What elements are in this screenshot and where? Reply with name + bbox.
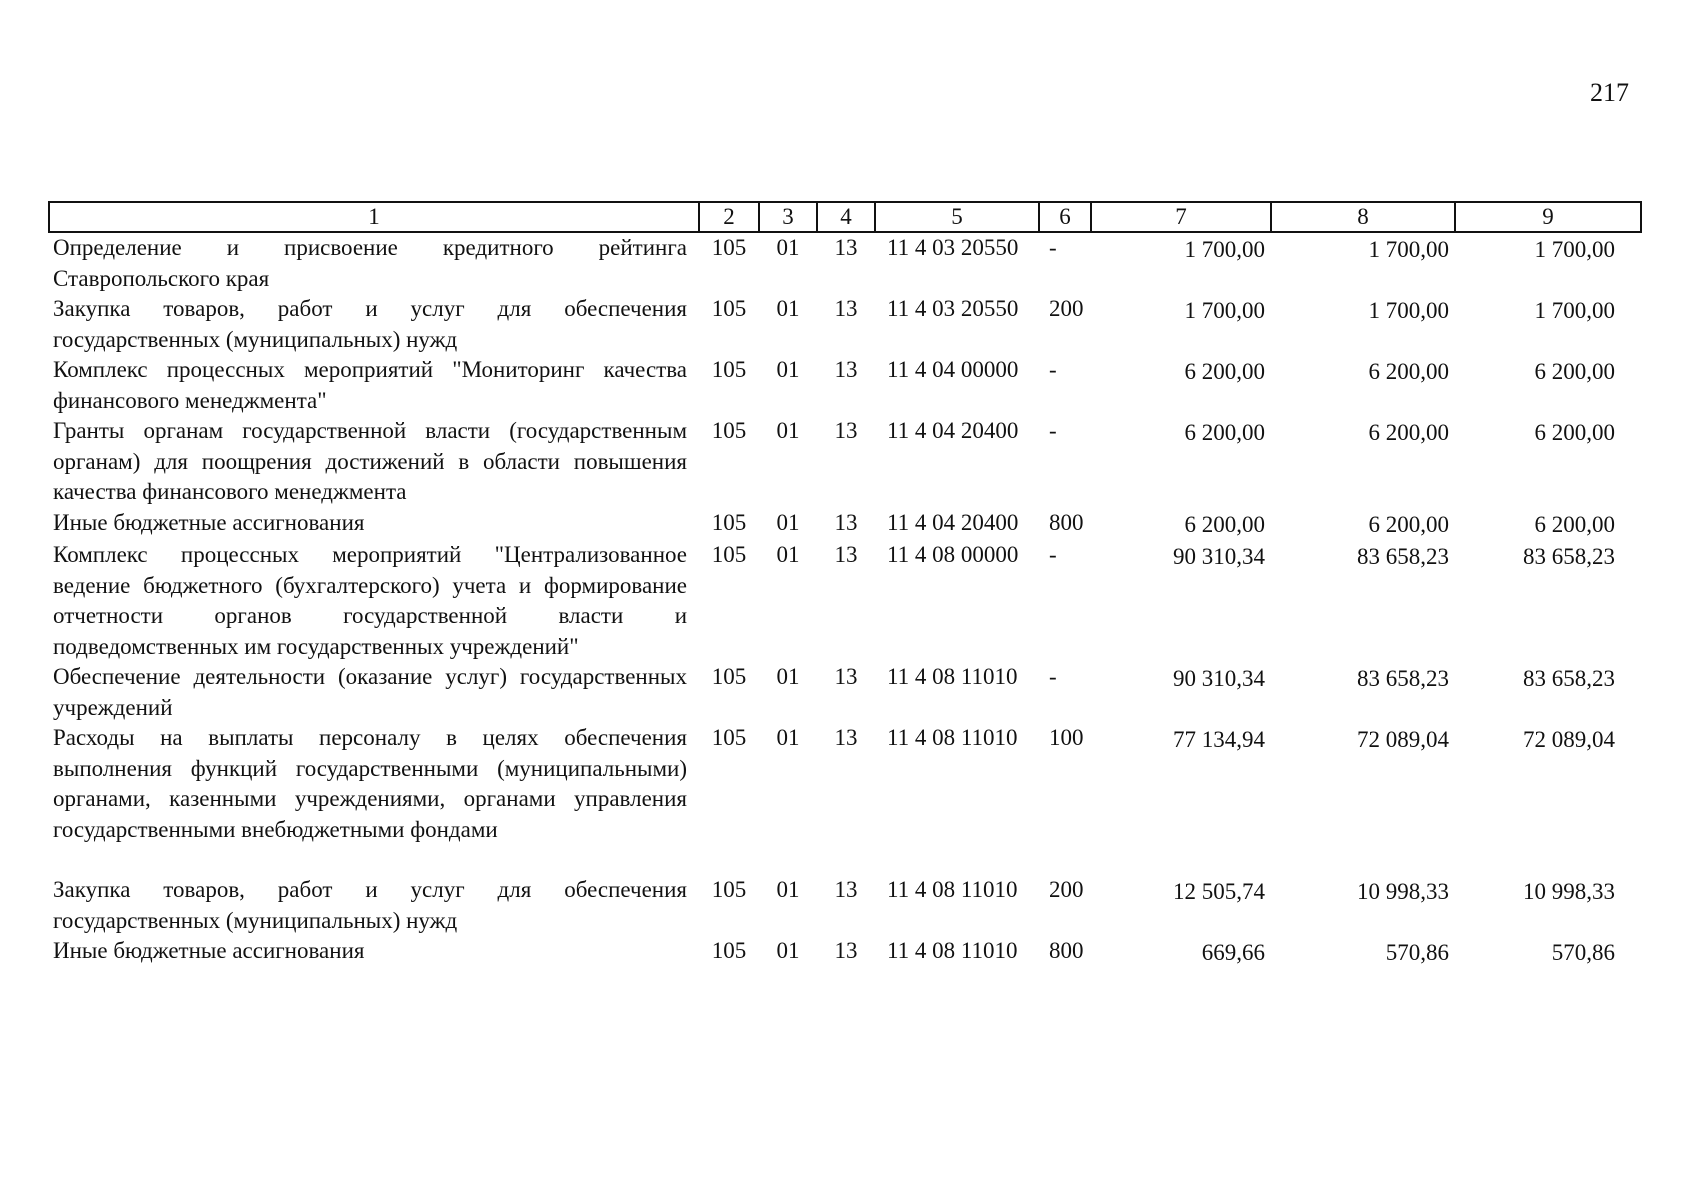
row-amount-9-value: 6 200,00: [1534, 420, 1615, 445]
row-grbs: 105: [711, 877, 747, 902]
row-amount-8-value: 10 998,33: [1357, 879, 1449, 904]
row-amount-7: [1091, 508, 1271, 541]
row-amount-7-value: 90 310,34: [1173, 666, 1265, 691]
row-section: 01: [776, 296, 800, 321]
row-amount-7: [1091, 875, 1271, 936]
row-grbs: 105: [711, 235, 747, 260]
row-subsection: 13: [834, 357, 858, 382]
row-amount-8: [1271, 294, 1455, 355]
row-amount-8-value: 1 700,00: [1368, 298, 1449, 323]
row-expense-type: -: [1049, 235, 1057, 260]
row-amount-8: [1271, 540, 1455, 662]
row-amount-8-value: 570,86: [1385, 940, 1449, 965]
row-amount-8-value: 83 658,23: [1357, 544, 1449, 569]
row-grbs: 105: [711, 725, 747, 750]
row-amount-8-value: 1 700,00: [1368, 237, 1449, 262]
row-expense-type: -: [1049, 542, 1057, 567]
row-amount-9-value: 6 200,00: [1534, 511, 1615, 537]
row-amount-8-value: 72 089,04: [1357, 727, 1449, 752]
row-expense-type: -: [1049, 664, 1057, 689]
table-row: [49, 723, 1641, 845]
budget-table: [48, 201, 1642, 969]
row-spacer: [49, 845, 1641, 875]
row-subsection: 13: [834, 725, 858, 750]
table-row: [49, 232, 1641, 294]
row-target-article: 11 4 08 11010: [887, 664, 1018, 689]
row-amount-7-value: 1 700,00: [1184, 298, 1265, 323]
table-row: [49, 936, 1641, 969]
row-amount-9-value: 72 089,04: [1523, 727, 1615, 752]
row-name: Гранты органам государственной власти (государственным органам) для поощрения достижений в области повышения качества финансового менеджмента: [53, 418, 687, 504]
spacer-cell: [49, 845, 1641, 875]
column-header: 7: [1091, 202, 1271, 232]
column-header: 2: [699, 202, 759, 232]
column-header: 8: [1271, 202, 1455, 232]
row-section: 01: [776, 725, 800, 750]
row-amount-8-value: 6 200,00: [1368, 420, 1449, 445]
row-amount-7-value: 77 134,94: [1173, 727, 1265, 752]
row-section: 01: [776, 938, 800, 963]
table-row: [49, 540, 1641, 662]
row-target-article: 11 4 08 00000: [887, 542, 1019, 567]
row-amount-7-value: 6 200,00: [1184, 511, 1265, 537]
table-row: [49, 662, 1641, 723]
row-amount-9-value: 6 200,00: [1534, 359, 1615, 384]
row-amount-8: [1271, 936, 1455, 969]
row-target-article: 11 4 04 20400: [887, 418, 1019, 443]
row-subsection: 13: [834, 664, 858, 689]
row-expense-type: 200: [1049, 296, 1084, 321]
row-amount-9: [1455, 508, 1641, 541]
row-target-article: 11 4 04 00000: [887, 357, 1019, 382]
row-section: 01: [776, 877, 800, 902]
row-amount-7-value: 1 700,00: [1184, 237, 1265, 262]
row-subsection: 13: [834, 509, 858, 535]
row-subsection: 13: [834, 235, 858, 260]
table-header-row: [49, 202, 1641, 232]
row-name: Обеспечение деятельности (оказание услуг) государственных учреждений: [53, 664, 687, 720]
row-amount-9-value: 1 700,00: [1534, 298, 1615, 323]
row-amount-8: [1271, 355, 1455, 416]
row-amount-8: [1271, 723, 1455, 845]
row-grbs: 105: [711, 296, 747, 321]
row-expense-type: 200: [1049, 877, 1084, 902]
row-amount-7-value: 6 200,00: [1184, 420, 1265, 445]
row-grbs: 105: [711, 542, 747, 567]
row-expense-type: -: [1049, 418, 1057, 443]
row-name: Определение и присвоение кредитного рейтинга Ставропольского края: [53, 235, 687, 291]
row-section: 01: [776, 664, 800, 689]
column-header: 5: [875, 202, 1039, 232]
row-name: Иные бюджетные ассигнования: [53, 938, 365, 963]
row-amount-9: [1455, 355, 1641, 416]
row-amount-7-value: 669,66: [1201, 940, 1265, 965]
row-amount-9: [1455, 875, 1641, 936]
row-grbs: 105: [711, 938, 747, 963]
row-amount-7: [1091, 662, 1271, 723]
row-amount-7: [1091, 936, 1271, 969]
row-amount-9: [1455, 232, 1641, 294]
column-header: 4: [817, 202, 875, 232]
row-amount-9: [1455, 936, 1641, 969]
row-subsection: 13: [834, 877, 858, 902]
row-name: Расходы на выплаты персоналу в целях обеспечения выполнения функций государственными (муниципальными) органами, казенными учреждениями, органами управления государственными внебюджетными фондами: [53, 725, 687, 842]
table-row: [49, 355, 1641, 416]
row-target-article: 11 4 08 11010: [887, 877, 1018, 902]
row-section: 01: [776, 235, 800, 260]
row-grbs: 105: [711, 509, 747, 535]
column-header: 9: [1455, 202, 1641, 232]
row-section: 01: [776, 357, 800, 382]
row-target-article: 11 4 03 20550: [887, 235, 1019, 260]
row-amount-7: [1091, 540, 1271, 662]
row-amount-9-value: 10 998,33: [1523, 879, 1615, 904]
row-grbs: 105: [711, 418, 747, 443]
column-header: 3: [759, 202, 817, 232]
row-amount-8: [1271, 416, 1455, 508]
row-amount-9-value: 570,86: [1551, 940, 1615, 965]
row-amount-9: [1455, 294, 1641, 355]
row-amount-9: [1455, 540, 1641, 662]
table-row: [49, 416, 1641, 508]
table-row: [49, 508, 1641, 541]
row-target-article: 11 4 03 20550: [887, 296, 1019, 321]
row-amount-8-value: 83 658,23: [1357, 666, 1449, 691]
row-amount-7: [1091, 232, 1271, 294]
row-amount-7-value: 12 505,74: [1173, 879, 1265, 904]
table-row: [49, 294, 1641, 355]
row-grbs: 105: [711, 664, 747, 689]
row-name: Иные бюджетные ассигнования: [53, 509, 365, 535]
row-name: Закупка товаров, работ и услуг для обеспечения государственных (муниципальных) нужд: [53, 296, 687, 352]
row-amount-8: [1271, 508, 1455, 541]
row-expense-type: 800: [1049, 938, 1084, 963]
row-amount-7: [1091, 355, 1271, 416]
row-amount-9: [1455, 416, 1641, 508]
row-amount-8-value: 6 200,00: [1368, 359, 1449, 384]
row-amount-9: [1455, 662, 1641, 723]
row-amount-7: [1091, 416, 1271, 508]
row-amount-9-value: 83 658,23: [1523, 666, 1615, 691]
row-amount-8: [1271, 662, 1455, 723]
row-name: Закупка товаров, работ и услуг для обеспечения государственных (муниципальных) нужд: [53, 877, 687, 933]
row-amount-8: [1271, 875, 1455, 936]
row-amount-9: [1455, 723, 1641, 845]
row-subsection: 13: [834, 296, 858, 321]
row-amount-8: [1271, 232, 1455, 294]
row-amount-9-value: 1 700,00: [1534, 237, 1615, 262]
row-name: Комплекс процессных мероприятий "Мониторинг качества финансового менеджмента": [53, 357, 687, 413]
column-header: 6: [1039, 202, 1091, 232]
row-name: Комплекс процессных мероприятий "Централизованное ведение бюджетного (бухгалтерского) учета и формирование отчетности органов государственной власти и подведомственных им государственных учреждений": [53, 542, 687, 659]
row-target-article: 11 4 08 11010: [887, 938, 1018, 963]
row-subsection: 13: [834, 542, 858, 567]
row-amount-8-value: 6 200,00: [1368, 511, 1449, 537]
row-section: 01: [776, 418, 800, 443]
row-amount-7: [1091, 294, 1271, 355]
row-section: 01: [776, 509, 800, 535]
row-amount-7-value: 90 310,34: [1173, 544, 1265, 569]
row-grbs: 105: [711, 357, 747, 382]
row-amount-7-value: 6 200,00: [1184, 359, 1265, 384]
row-expense-type: 800: [1049, 509, 1084, 535]
row-subsection: 13: [834, 938, 858, 963]
page-number: 217: [1590, 78, 1629, 107]
row-amount-7: [1091, 723, 1271, 845]
row-expense-type: 100: [1049, 725, 1084, 750]
column-header: 1: [49, 202, 699, 232]
row-target-article: 11 4 08 11010: [887, 725, 1018, 750]
row-amount-9-value: 83 658,23: [1523, 544, 1615, 569]
row-section: 01: [776, 542, 800, 567]
row-expense-type: -: [1049, 357, 1057, 382]
row-target-article: 11 4 04 20400: [887, 509, 1019, 535]
row-subsection: 13: [834, 418, 858, 443]
table-row: [49, 875, 1641, 936]
